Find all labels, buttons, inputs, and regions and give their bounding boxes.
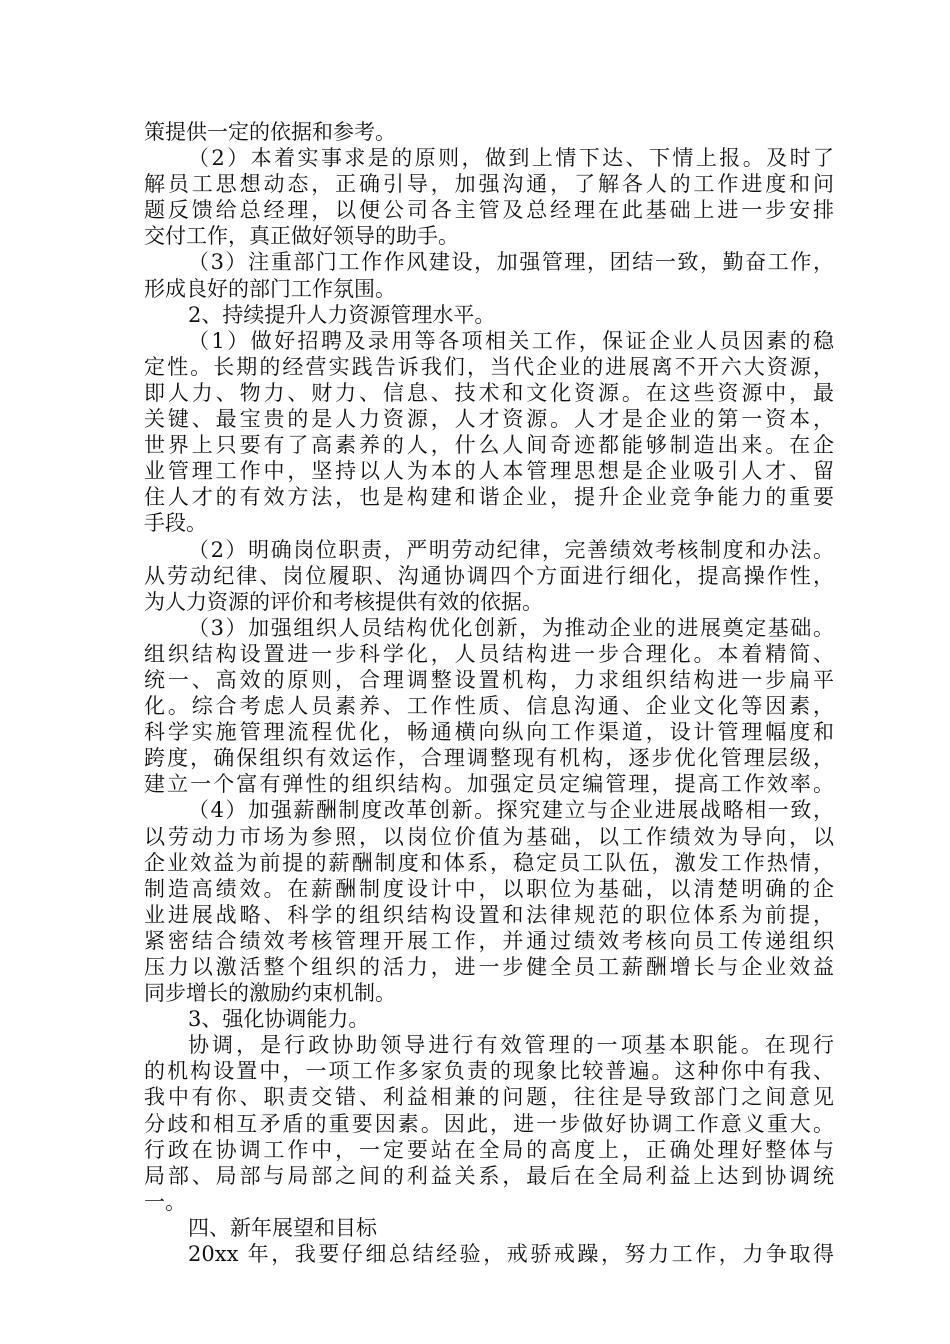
document-body [144, 119, 834, 1267]
text-line: （3）注重部门工作作风建设，加强管理，团结一致，勤奋工作， [188, 250, 834, 275]
text-line: 局部、局部与局部之间的利益关系，最后在全局利益上达到协调统 [144, 1163, 834, 1188]
text-line: 住人才的有效方法，也是构建和谐企业，提升企业竞争能力的重要 [144, 485, 834, 510]
text-line: 分歧和相互矛盾的重要因素。因此，进一步做好协调工作意义重大。 [144, 1111, 834, 1136]
text-line: 建立一个富有弹性的组织结构。加强定员定编管理，提高工作效率。 [144, 772, 834, 797]
text-line: 世界上只要有了高素养的人，什么人间奇迹都能够制造出来。在企 [144, 433, 834, 458]
text-line: 解员工思想动态，正确引导，加强沟通，了解各人的工作进度和问 [144, 172, 834, 197]
text-line: 策提供一定的依据和参考。 [144, 120, 396, 144]
text-line: 四、新年展望和目标 [188, 1215, 377, 1240]
text-line: 科学实施管理流程优化，畅通横向纵向工作渠道，设计管理幅度和 [144, 720, 834, 745]
text-line: 行政在协调工作中，一定要站在全局的高度上，正确处理好整体与 [144, 1137, 834, 1162]
text-line: 企业效益为前提的薪酬制度和体系，稳定员工队伍，激发工作热情， [144, 850, 834, 875]
text-line: 一。 [144, 1189, 186, 1214]
text-line: 即人力、物力、财力、信息、技术和文化资源。在这些资源中，最 [144, 380, 834, 405]
text-line: 2、持续提升人力资源管理水平。 [188, 302, 496, 327]
text-line: 3、强化协调能力。 [188, 1007, 370, 1032]
text-line: 组织结构设置进一步科学化，人员结构进一步合理化。本着精简、 [144, 641, 834, 666]
text-line: （2）明确岗位职责，严明劳动纪律，完善绩效考核制度和办法。 [188, 537, 834, 562]
text-line: 统一、高效的原则，合理调整设置机构，力求组织结构进一步扁平 [144, 667, 834, 692]
text-line: 20xx 年，我要仔细总结经验，戒骄戒躁，努力工作，力争取得 [188, 1242, 834, 1267]
text-line: 的机构设置中，一项工作多家负责的现象比较普遍。这种你中有我、 [144, 1059, 834, 1084]
text-line: （4）加强薪酬制度改革创新。探究建立与企业进展战略相一致， [188, 798, 834, 823]
text-line: 关键、最宝贵的是人力资源，人才资源。人才是企业的第一资本， [144, 407, 834, 432]
text-line: （1）做好招聘及录用等各项相关工作，保证企业人员因素的稳 [188, 328, 834, 353]
text-line: 以劳动力市场为参照，以岗位价值为基础，以工作绩效为导向，以 [144, 824, 834, 849]
text-line: 紧密结合绩效考核管理开展工作，并通过绩效考核向员工传递组织 [144, 928, 834, 953]
text-line: 交付工作，真正做好领导的助手。 [144, 224, 459, 249]
text-line: 同步增长的激励约束机制。 [144, 981, 396, 1006]
text-line: 定性。长期的经营实践告诉我们，当代企业的进展离不开六大资源， [144, 354, 834, 379]
text-line: 压力以激活整个组织的活力，进一步健全员工薪酬增长与企业效益 [144, 955, 834, 979]
text-line: 手段。 [144, 511, 207, 536]
text-line: 制造高绩效。在薪酬制度设计中，以职位为基础，以清楚明确的企 [144, 876, 834, 901]
text-line: 协调，是行政协助领导进行有效管理的一项基本职能。在现行 [188, 1033, 834, 1058]
text-line: 为人力资源的评价和考核提供有效的依据。 [144, 589, 543, 614]
text-line: 业进展战略、科学的组织结构设置和法律规范的职位体系为前提， [144, 902, 834, 927]
text-line: 跨度，确保组织有效运作，合理调整现有机构，逐步优化管理层级， [144, 746, 834, 771]
text-line: 化。综合考虑人员素养、工作性质、信息沟通、企业文化等因素， [144, 694, 834, 719]
text-line: 从劳动纪律、岗位履职、沟通协调四个方面进行细化，提高操作性， [144, 563, 834, 588]
text-line: 形成良好的部门工作氛围。 [144, 276, 396, 301]
text-line: （2）本着实事求是的原则，做到上情下达、下情上报。及时了 [188, 146, 834, 171]
text-line: 业管理工作中，坚持以人为本的人本管理思想是企业吸引人才、留 [144, 459, 834, 484]
text-line: 题反馈给总经理，以便公司各主管及总经理在此基础上进一步安排 [144, 198, 834, 223]
text-line: （3）加强组织人员结构优化创新，为推动企业的进展奠定基础。 [188, 615, 834, 640]
text-line: 我中有你、职责交错、利益相兼的问题，往往是导致部门之间意见 [144, 1085, 834, 1110]
